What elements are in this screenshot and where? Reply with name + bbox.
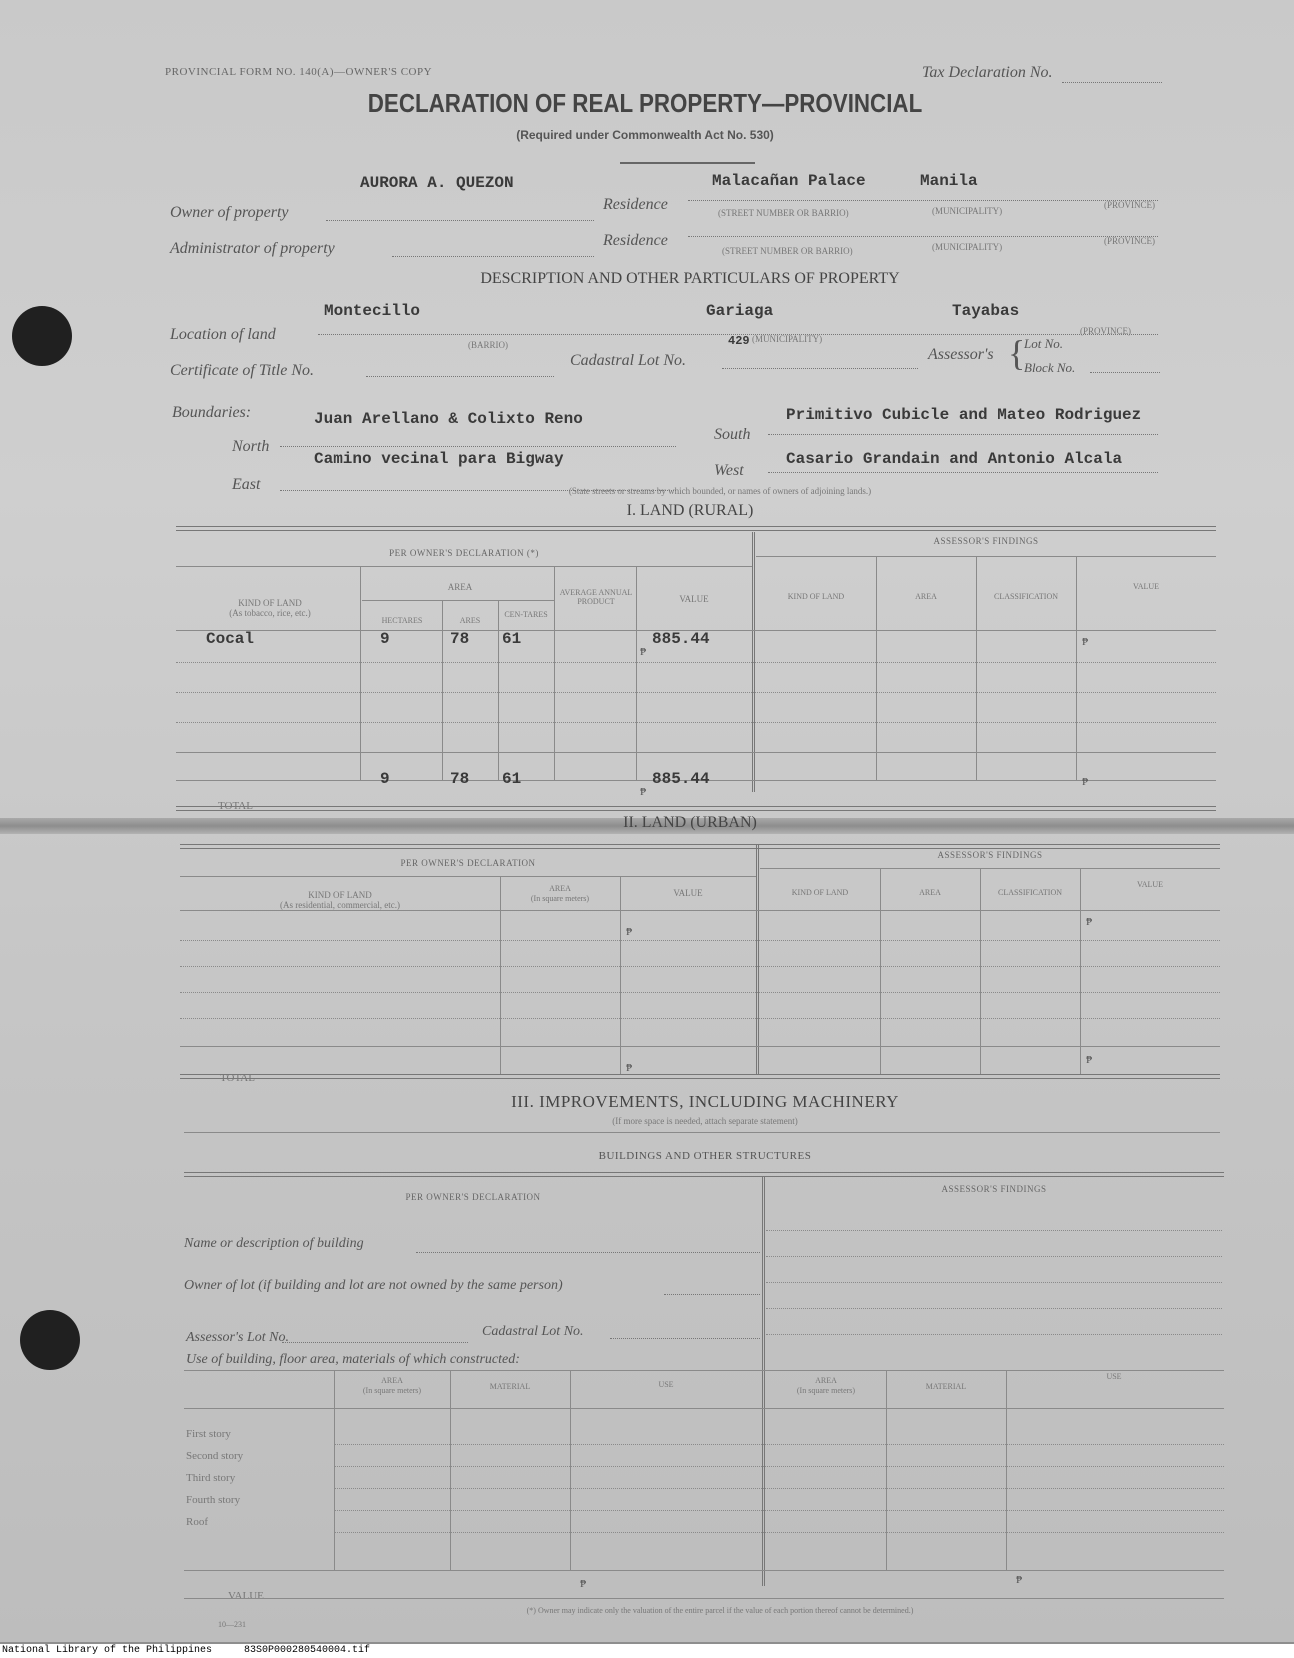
muni-hint-3: (MUNICIPALITY) <box>752 334 823 344</box>
residence-line <box>688 200 1158 201</box>
location-province-value: Tayabas <box>952 302 1020 320</box>
improvements-note: (If more space is needed, attach separate statement) <box>612 1116 798 1126</box>
assessor-line-4 <box>766 1308 1222 1309</box>
story-row-2 <box>334 1466 1224 1467</box>
rural-total-ares: 78 <box>450 770 470 788</box>
urban-total-label: TOTAL <box>220 1072 255 1084</box>
location-barrio-value: Montecillo <box>324 302 421 320</box>
urban-line-2 <box>760 868 1220 869</box>
urban-header-bottom <box>180 910 1220 911</box>
improvements-heading: III. IMPROVEMENTS, INCLUDING MACHINERY <box>511 1092 899 1111</box>
story-row-4 <box>334 1510 1224 1511</box>
story-table-bottom <box>184 1570 1224 1571</box>
tax-declaration-label: Tax Declaration No. <box>922 64 1053 81</box>
story-v1 <box>334 1370 335 1570</box>
urban-row-1 <box>180 940 1220 941</box>
urban-a-area: AREA <box>919 888 941 897</box>
residence-label: Residence <box>603 196 668 213</box>
rural-v2 <box>442 600 443 780</box>
buildings-owner-decl: PER OWNER'S DECLARATION <box>405 1192 541 1202</box>
story-header-bottom <box>184 1408 1224 1409</box>
rural-row-4 <box>176 752 1216 753</box>
assessor-lot-line <box>282 1342 468 1343</box>
owner-label: Owner of property <box>170 204 289 221</box>
south-value: Primitivo Cubicle and Mateo Rodriguez <box>786 406 1142 424</box>
urban-kind-hint: (As residential, commercial, etc.) <box>280 900 400 910</box>
north-line <box>280 446 676 447</box>
south-label: South <box>714 426 751 443</box>
administrator-line <box>392 256 594 257</box>
building-name-label: Name or description of building <box>184 1236 364 1251</box>
building-value-line <box>184 1598 1224 1599</box>
urban-heading: II. LAND (URBAN) <box>623 814 757 831</box>
buildings-heading: BUILDINGS AND OTHER STRUCTURES <box>598 1150 812 1162</box>
urban-value-label: VALUE <box>673 888 703 898</box>
punch-hole-bottom <box>20 1310 80 1370</box>
rural-total-value: 885.44 <box>652 770 710 788</box>
urban-peso: ₱ <box>626 926 633 938</box>
rural-row-3 <box>176 722 1216 723</box>
assessor-line-1 <box>766 1230 1222 1231</box>
urban-a-total-peso: ₱ <box>1086 1054 1093 1066</box>
story-v4 <box>886 1370 887 1570</box>
rural-row-peso: ₱ <box>640 646 647 658</box>
story-use-col: USE <box>658 1380 674 1389</box>
urban-row-3 <box>180 992 1220 993</box>
urban-v1 <box>500 876 501 1074</box>
rural-area-line <box>362 600 554 601</box>
a-story-area-hint: (In square meters) <box>796 1386 856 1395</box>
building-cadastral-label: Cadastral Lot No. <box>482 1324 584 1339</box>
building-name-line <box>416 1252 760 1253</box>
west-value: Casario Grandain and Antonio Alcala <box>786 450 1123 468</box>
urban-a-kind: KIND OF LAND <box>791 888 849 897</box>
boundaries-label: Boundaries: <box>172 404 252 421</box>
rural-total-centares: 61 <box>502 770 522 788</box>
lot-owner-line <box>664 1294 760 1295</box>
story-row-1 <box>334 1444 1224 1445</box>
footer-filename: 83S0P000280540004.tif <box>244 1645 371 1656</box>
story-v3 <box>570 1370 571 1570</box>
lot-number-label: Lot No. <box>1024 336 1064 351</box>
story-second: Second story <box>186 1450 244 1462</box>
a-story-material-col: MATERIAL <box>925 1382 967 1391</box>
north-value: Juan Arellano & Colixto Reno <box>314 410 583 428</box>
rural-a-area: AREA <box>915 592 937 601</box>
east-label: East <box>232 476 261 493</box>
barrio-hint: (BARRIO) <box>468 340 508 350</box>
rural-v1 <box>360 566 361 780</box>
story-v5 <box>1006 1370 1007 1570</box>
block-number-line <box>1090 372 1160 373</box>
lot-owner-label: Owner of lot (if building and lot are not owned by the same person) <box>184 1278 563 1293</box>
assessor-line-3 <box>766 1282 1222 1283</box>
rural-v5 <box>636 566 637 780</box>
story-row-3 <box>334 1488 1224 1489</box>
west-label: West <box>714 462 744 479</box>
urban-a-peso: ₱ <box>1086 916 1093 928</box>
prov-hint: (PROVINCE) <box>1104 200 1155 210</box>
urban-divider <box>756 844 759 1074</box>
a-building-value-peso: ₱ <box>1016 1574 1023 1586</box>
footnote: (*) Owner may indicate only the valuation of the entire parcel if the value of each portion thereof cannot be determined.) <box>526 1606 914 1615</box>
punch-hole-top <box>12 306 72 366</box>
urban-row-4 <box>180 1018 1220 1019</box>
urban-total-peso: ₱ <box>626 1062 633 1074</box>
rural-row-value: 885.44 <box>652 630 710 648</box>
rural-owner-decl: PER OWNER'S DECLARATION (*) <box>389 548 539 558</box>
rural-area-label: AREA <box>447 582 473 592</box>
urban-v3 <box>880 868 881 1074</box>
rural-ares: ARES <box>459 616 481 625</box>
owner-name-value: AURORA A. QUEZON <box>360 174 514 192</box>
rural-assessor: ASSESSOR'S FINDINGS <box>933 536 1039 546</box>
prov-hint-3: (PROVINCE) <box>1080 326 1131 336</box>
story-area-col: AREA <box>381 1376 403 1385</box>
form-title: DECLARATION OF REAL PROPERTY—PROVINCIAL <box>367 88 923 118</box>
assessor-brace: { <box>1008 333 1026 373</box>
a-story-area-col: AREA <box>815 1376 837 1385</box>
rural-top-rule <box>176 526 1216 531</box>
urban-v4 <box>980 868 981 1074</box>
story-first: First story <box>186 1428 231 1440</box>
print-code: 10—231 <box>218 1620 246 1629</box>
rural-kind-hint: (As tobacco, rice, etc.) <box>229 608 311 618</box>
buildings-divider <box>762 1176 765 1586</box>
muni-hint: (MUNICIPALITY) <box>932 206 1003 216</box>
urban-assessor: ASSESSOR'S FINDINGS <box>937 850 1043 860</box>
prov-hint-2: (PROVINCE) <box>1104 236 1155 246</box>
story-v2 <box>450 1370 451 1570</box>
rural-hectares: HECTARES <box>381 616 423 625</box>
story-material-col: MATERIAL <box>489 1382 531 1391</box>
story-area-hint: (In square meters) <box>362 1386 422 1395</box>
cadastral-lot-label: Cadastral Lot No. <box>570 352 687 369</box>
urban-a-class: CLASSIFICATION <box>997 888 1062 897</box>
rural-heading: I. LAND (RURAL) <box>626 502 754 519</box>
urban-row-2 <box>180 966 1220 967</box>
rural-v4 <box>554 566 555 780</box>
assessor-lot-label: Assessor's Lot No. <box>186 1330 289 1345</box>
use-of-building-label: Use of building, floor area, materials of which constructed: <box>186 1352 520 1367</box>
form-subtitle: (Required under Commonwealth Act No. 530) <box>516 128 774 142</box>
story-row-5 <box>334 1532 1224 1533</box>
rural-a-total-peso: ₱ <box>1082 776 1089 788</box>
rural-v8 <box>1076 556 1077 780</box>
block-number-label: Block No. <box>1024 360 1076 375</box>
rural-total-label: TOTAL <box>218 800 253 812</box>
street-hint: (STREET NUMBER OR BARRIO) <box>718 208 849 218</box>
assessor-line-5 <box>766 1334 1222 1335</box>
rural-line-2 <box>756 556 1216 557</box>
rural-row-centares: 61 <box>502 630 522 648</box>
story-roof: Roof <box>186 1516 208 1528</box>
urban-a-value: VALUE <box>1136 880 1164 889</box>
urban-area-label: AREA <box>549 884 571 893</box>
boundaries-note: (State streets or streams by which bounded, or names of owners of adjoining lands.) <box>568 486 872 496</box>
assessor-label: Assessor's <box>928 346 994 363</box>
west-line <box>768 472 1158 473</box>
residence-street-value: Malacañan Palace <box>712 172 866 190</box>
urban-v2 <box>620 876 621 1074</box>
rural-a-value: VALUE <box>1132 582 1160 591</box>
rural-row-ares: 78 <box>450 630 470 648</box>
rural-centares: CEN-TARES <box>504 610 548 619</box>
administrator-label: Administrator of property <box>170 240 335 257</box>
location-label: Location of land <box>170 326 276 343</box>
building-cadastral-line <box>610 1338 760 1339</box>
description-heading: DESCRIPTION AND OTHER PARTICULARS OF PROPERTY <box>480 270 900 287</box>
rural-bottom-rule <box>176 806 1216 811</box>
title-ornament <box>620 162 755 164</box>
rural-v3 <box>498 600 499 780</box>
story-third: Third story <box>186 1472 236 1484</box>
south-line <box>768 434 1158 435</box>
rural-total-peso: ₱ <box>640 786 647 798</box>
improvements-rule <box>184 1132 1220 1133</box>
urban-row-5 <box>180 1046 1220 1047</box>
certificate-line <box>366 376 554 377</box>
story-table-top <box>184 1370 1224 1371</box>
urban-top-rule <box>180 844 1220 849</box>
rural-value-label: VALUE <box>679 594 709 604</box>
north-label: North <box>232 438 270 455</box>
residence-label-2: Residence <box>603 232 668 249</box>
tax-declaration-line <box>1062 82 1162 83</box>
urban-area-hint: (In square meters) <box>530 894 590 903</box>
rural-row-1 <box>176 662 1216 663</box>
rural-kind-label: KIND OF LAND <box>238 598 302 608</box>
buildings-assessor: ASSESSOR'S FINDINGS <box>941 1184 1047 1194</box>
rural-row-hectares: 9 <box>380 630 390 648</box>
east-value: Camino vecinal para Bigway <box>314 450 564 468</box>
urban-line-1 <box>180 876 756 877</box>
rural-row-2 <box>176 692 1216 693</box>
rural-a-kind: KIND OF LAND <box>787 592 845 601</box>
urban-kind-label: KIND OF LAND <box>308 890 372 900</box>
residence-municipality-value: Manila <box>920 172 978 190</box>
cadastral-lot-line <box>722 368 918 369</box>
rural-v6 <box>876 556 877 780</box>
urban-owner-decl: PER OWNER'S DECLARATION <box>400 858 536 868</box>
muni-hint-2: (MUNICIPALITY) <box>932 242 1003 252</box>
story-fourth: Fourth story <box>186 1494 241 1506</box>
lot-number-typed: 429 <box>728 334 750 348</box>
residence-line-2 <box>688 236 1158 237</box>
rural-row-kind: Cocal <box>206 630 255 648</box>
rural-a-class: CLASSIFICATION <box>993 592 1058 601</box>
rural-avg-product: AVERAGE ANNUAL PRODUCT <box>559 588 633 606</box>
urban-v5 <box>1080 868 1081 1074</box>
building-value-peso: ₱ <box>580 1578 587 1590</box>
certificate-label: Certificate of Title No. <box>170 362 314 379</box>
rural-total-hectares: 9 <box>380 770 390 788</box>
rural-v7 <box>976 556 977 780</box>
assessor-line-2 <box>766 1256 1222 1257</box>
building-value-label: VALUE <box>228 1590 264 1602</box>
owner-line <box>326 220 594 221</box>
rural-line-1 <box>176 566 752 567</box>
buildings-top-rule <box>184 1172 1224 1177</box>
street-hint-2: (STREET NUMBER OR BARRIO) <box>722 246 853 256</box>
rural-a-peso: ₱ <box>1082 636 1089 648</box>
footer-library: National Library of the Philippines <box>2 1645 213 1656</box>
location-municipality-value: Gariaga <box>706 302 774 320</box>
form-number: PROVINCIAL FORM NO. 140(A)—OWNER'S COPY <box>165 66 433 78</box>
urban-bottom-rule <box>180 1074 1220 1079</box>
a-story-use-col: USE <box>1106 1372 1122 1381</box>
